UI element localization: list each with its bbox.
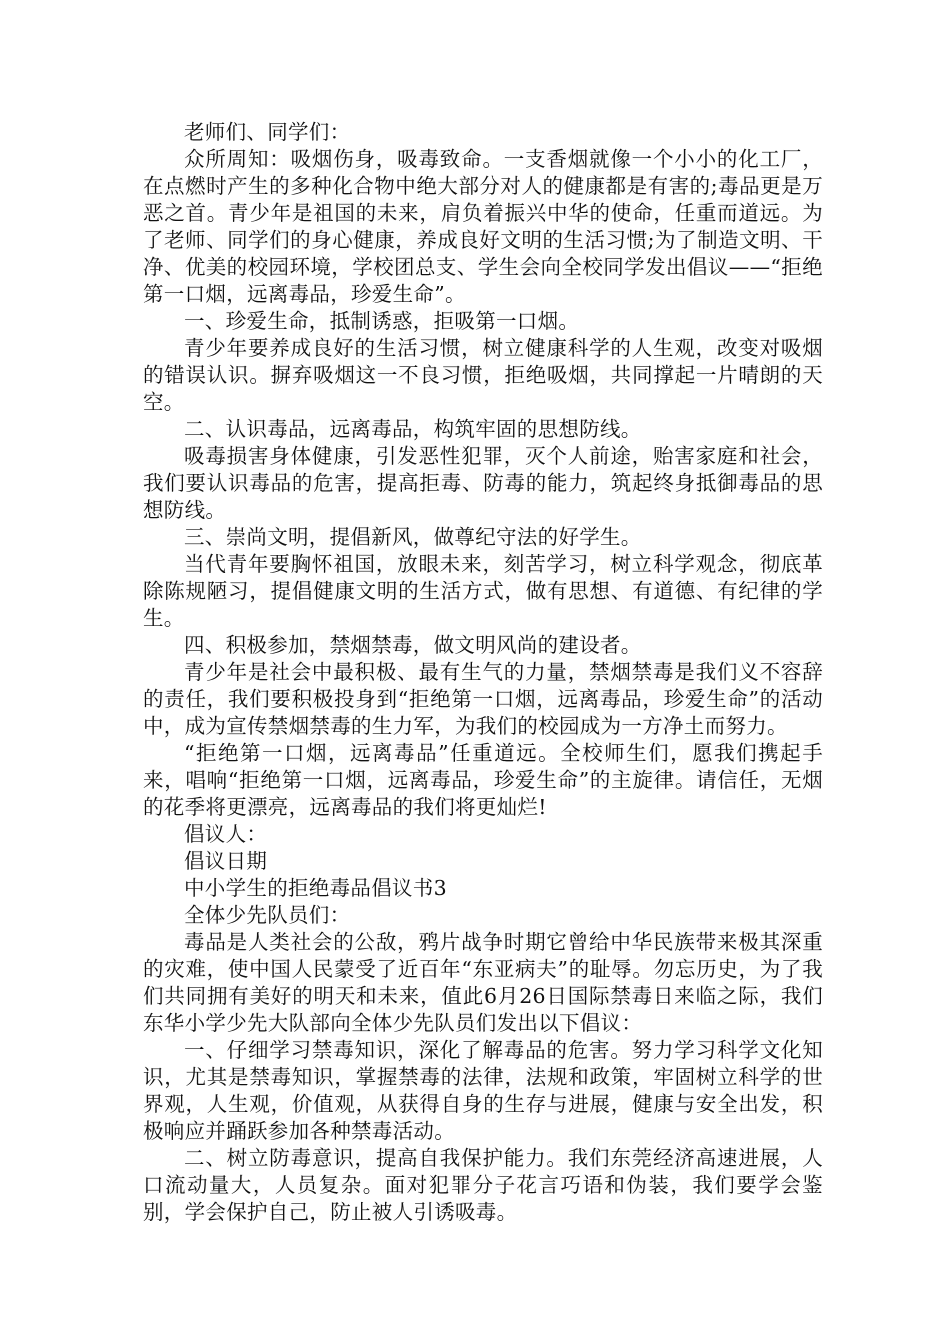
point-three-heading: 三、崇尚文明，提倡新风，做尊纪守法的好学生。: [184, 525, 642, 549]
section-title: 中小学生的拒绝毒品倡议书3: [184, 876, 447, 900]
point-two-body: 吸毒损害身体健康，引发恶性犯罪，灭个人前途，贻害家庭和社会，我们要认识毒品的危害，提高拒毒、防毒的能力，筑起终身抵御毒品的思想防线。: [143, 444, 823, 522]
point-one-heading: 一、珍爱生命，抵制诱惑，拒吸第一口烟。: [184, 309, 580, 333]
second-intro-paragraph: 毒品是人类社会的公敌，鸦片战争时期它曾给中华民族带来极其深重的灾难，使中国人民蒙受了近百年“东亚病夫”的耻辱。勿忘历史，为了我们共同拥有美好的明天和未来，值此6月26日国际禁毒日来临之际，我们东华小学少先大队部向全体少先队员们发出以下倡议：: [143, 930, 823, 1035]
closing-paragraph: “拒绝第一口烟，远离毒品”任重道远。全校师生们，愿我们携起手来，唱响“拒绝第一口烟，远离毒品，珍爱生命”的主旋律。请信任，无烟的花季将更漂亮，远离毒品的我们将更灿烂!: [143, 741, 823, 819]
second-greeting-line: 全体少先队员们：: [184, 903, 351, 927]
point-one-body: 青少年要养成良好的生活习惯，树立健康科学的人生观，改变对吸烟的错误认识。摒弃吸烟这一不良习惯，拒绝吸烟，共同撑起一片晴朗的天空。: [143, 336, 823, 414]
greeting-line: 老师们、同学们：: [184, 120, 351, 144]
point-two-heading: 二、认识毒品，远离毒品，构筑牢固的思想防线。: [184, 417, 642, 441]
point-three-body: 当代青年要胸怀祖国，放眼未来，刻苦学习，树立科学观念，彻底革除陈规陋习，提倡健康文明的生活方式，做有思想、有道德、有纪律的学生。: [143, 552, 823, 630]
second-point-one: 一、仔细学习禁毒知识，深化了解毒品的危害。努力学习科学文化知识，尤其是禁毒知识，掌握禁毒的法律，法规和政策，牢固树立科学的世界观，人生观，价值观，从获得自身的生存与进展，健康与安全出发，积极响应并踊跃参加各种禁毒活动。: [143, 1038, 823, 1143]
date-line: 倡议日期: [184, 849, 268, 873]
second-point-two: 二、树立防毒意识，提高自我保护能力。我们东莞经济高速进展，人口流动量大，人员复杂。面对犯罪分子花言巧语和伪装，我们要学会鉴别，学会保护自己，防止被人引诱吸毒。: [143, 1146, 823, 1224]
point-four-body: 青少年是社会中最积极、最有生气的力量，禁烟禁毒是我们义不容辞的责任，我们要积极投身到“拒绝第一口烟，远离毒品，珍爱生命”的活动中，成为宣传禁烟禁毒的生力军，为我们的校园成为一方净土而努力。: [143, 660, 823, 738]
document-body: [143, 119, 823, 1226]
proposer-line: 倡议人：: [184, 822, 268, 846]
intro-paragraph: 众所周知：吸烟伤身，吸毒致命。一支香烟就像一个小小的化工厂，在点燃时产生的多种化合物中绝大部分对人的健康都是有害的;毒品更是万恶之首。青少年是祖国的未来，肩负着振兴中华的使命，任重而道远。为了老师、同学们的身心健康，养成良好文明的生活习惯;为了制造文明、干净、优美的校园环境，学校团总支、学生会向全校同学发出倡议——“拒绝第一口烟，远离毒品，珍爱生命”。: [143, 147, 823, 306]
point-four-heading: 四、积极参加，禁烟禁毒，做文明风尚的建设者。: [184, 633, 642, 657]
